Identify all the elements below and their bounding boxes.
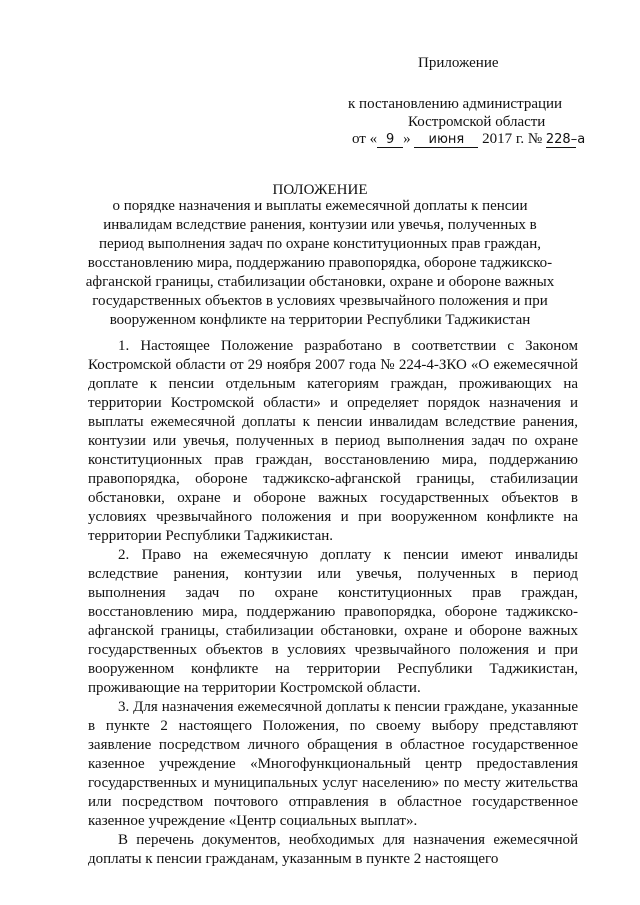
date-year: 2017 г. № [482, 131, 543, 147]
date-month-field: июня [414, 132, 478, 148]
resolution-reference: к постановлению администрации [348, 96, 563, 112]
date-prefix: от « [352, 131, 378, 147]
appendix-label: Приложение [418, 55, 499, 71]
date-quote-close: » [403, 131, 411, 147]
document-title: ПОЛОЖЕНИЕ [272, 182, 368, 198]
document-subtitle: о порядке назначения и выплаты ежемесячной доплаты к пенсии инвалидам вследствие ранения, контузии или увечья, полученных в период выполнения задач по охране конституционных прав граждан, восстановлению мира, поддержанию правопорядка, обороне таджикско-афганской границы, стабилизации обстановки, охране и обороне важных государственных объектов в условиях чрезвычайного положения и при вооруженном конфликте на территории Республики Таджикистан [85, 198, 555, 328]
resolution-date-line [352, 130, 586, 149]
paragraph-2: 2. Право на ежемесячную доплату к пенсии имеют инвалиды вследствие ранения, контузии или увечья, полученных в период выполнения задач по охране конституционных прав граждан, восстановлению мира, поддержанию правопорядка, обороне таджикско-афганской границы, стабилизации обстановки, охране и обороне важных государственных объектов в условиях чрезвычайного положения и при вооруженном конфликте на территории Республики Таджикистан, проживающие на территории Костромской области. [88, 547, 578, 696]
region-name: Костромской области [408, 114, 546, 130]
paragraph-4: В перечень документов, необходимых для назначения ежемесячной доплаты к пенсии гражданам, указанным в пункте 2 настоящего [88, 832, 578, 867]
document-body [88, 337, 578, 869]
resolution-number-field: 228–а [545, 132, 586, 147]
paragraph-1: 1. Настоящее Положение разработано в соответствии с Законом Костромской области от 29 ноября 2007 года № 224-4-ЗКО «О ежемесячной доплате к пенсии отдельным категориям граждан, проживающих на территории Костромской области» и определяет порядок назначения и выплаты ежемесячной доплаты к пенсии инвалидам вследствие ранения, контузии или увечья, полученных в период выполнения задач по охране конституционных прав граждан, восстановлению мира, поддержанию правопорядка, обороне таджикско-афганской границы, стабилизации обстановки, охране и обороне важных государственных объектов в условиях чрезвычайного положения и при вооруженном конфликте на территории Республики Таджикистан. [88, 338, 578, 544]
date-day-field: 9 [377, 132, 403, 148]
paragraph-3: 3. Для назначения ежемесячной доплаты к пенсии граждане, указанные в пункте 2 настоящего Положения, по своему выбору представляют заявление посредством личного обращения в областное государственное казенное учреждение «Многофункциональный центр предоставления государственных и муниципальных услуг населению» по месту жительства или посредством почтового отправления в областное государственное казенное учреждение «Центр социальных выплат». [88, 699, 578, 829]
